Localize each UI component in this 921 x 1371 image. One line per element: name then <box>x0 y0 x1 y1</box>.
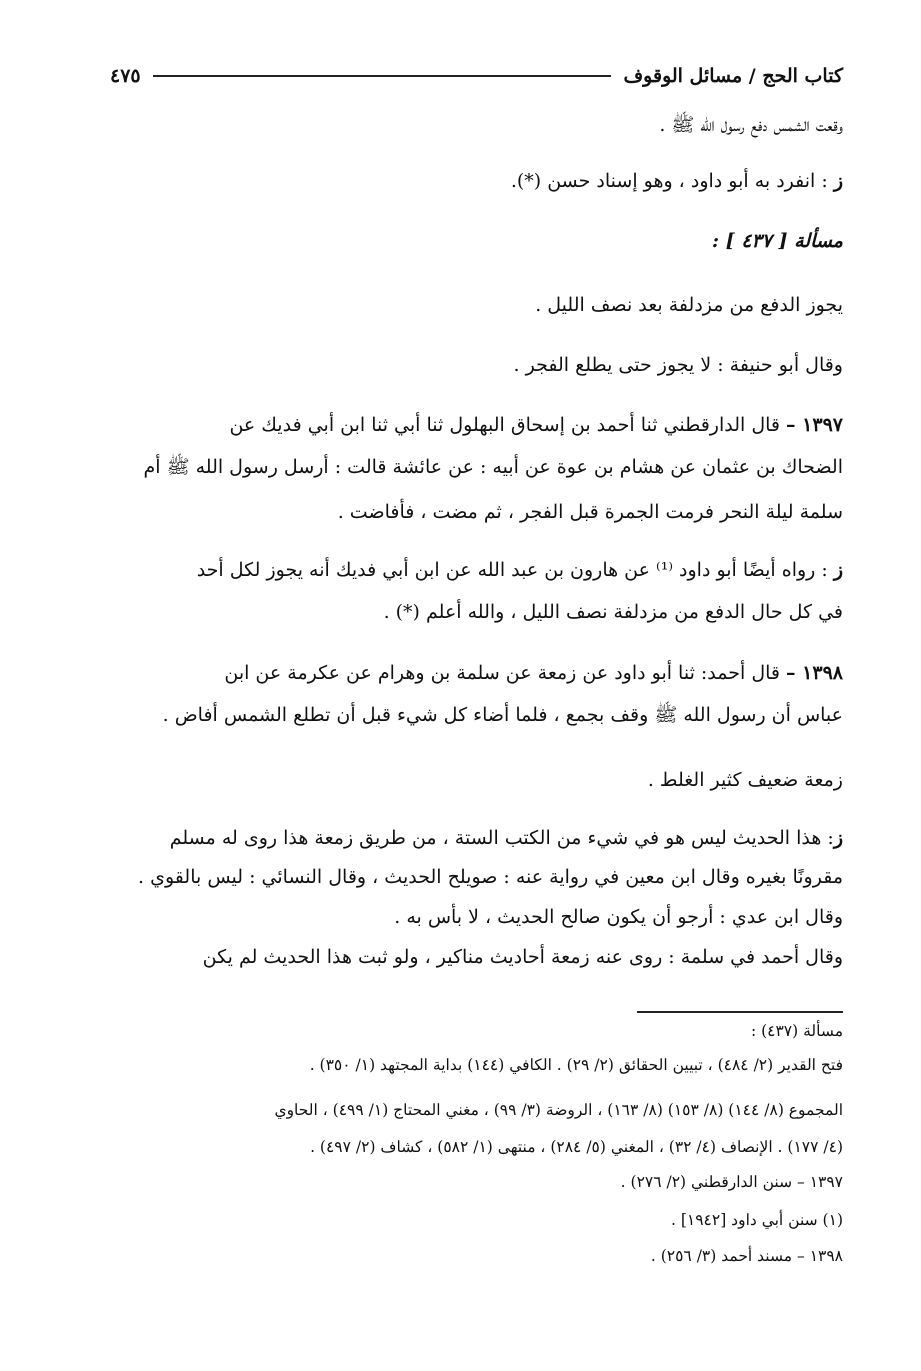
footnote-line: المجموع (٨/ ١٤٤) (٨/ ١٥٣) (٨/ ١٦٣) ، الروضة (٣/ ٩٩) ، مغني المحتاج (١/ ٤٩٩) ، الحاوي <box>274 1101 843 1119</box>
hadith-text: قال الدارقطني ثنا أحمد بن إسحاق البهلول ثنا أبي ثنا ابن أبي فديك عن <box>229 414 787 436</box>
zay-marker: ز <box>833 559 843 581</box>
footnote-line: ١٣٩٨ – مسند أحمد (٣/ ٢٥٦) . <box>650 1247 843 1265</box>
commentary-3-line-2: مقرونًا بغيره وقال ابن معين في رواية عنه : صويلح الحديث ، وقال النسائي : ليس بالقوي . <box>138 866 843 888</box>
commentary-2-line-2: في كل حال الدفع من مزدلفة نصف الليل ، والله أعلم (*) . <box>383 601 843 623</box>
hadith-1397-line-3: سلمة ليلة النحر فرمت الجمرة قبل الفجر ، ثم مضت ، فأفاضت . <box>337 501 843 523</box>
commentary-3-line-4: وقال أحمد في سلمة : روى عنه زمعة أحاديث مناكير ، ولو ثبت هذا الحديث لم يكن <box>202 946 843 968</box>
ruling-line: يجوز الدفع من مزدلفة بعد نصف الليل . <box>535 294 843 316</box>
zay-marker: ز <box>833 827 843 849</box>
hadith-number: ١٣٩٧ – <box>786 414 843 436</box>
hadith-1398-line-1 <box>110 658 843 688</box>
hadith-number: ١٣٩٨ – <box>786 662 843 684</box>
footnote-line: (٤/ ١٧٧) . الإنصاف (٤/ ٣٢) ، المغني (٥/ ٢٨٤) ، منتهى (١/ ٥٨٢) ، كشاف (٢/ ٤٩٧) . <box>310 1138 843 1156</box>
header-rule <box>153 75 612 77</box>
hadith-1397-line-2: الضحاك بن عثمان عن هشام بن عوة عن أبيه : عن عائشة قالت : أرسل رسول الله ﷺ أم <box>143 456 843 478</box>
commentary-text: : هذا الحديث ليس هو في شيء من الكتب الستة ، من طريق زمعة هذا روى له مسلم <box>169 827 834 849</box>
commentary-text: : رواه أيضًا أبو داود ⁽¹⁾ عن هارون بن عبد الله عن ابن أبي فديك أنه يجوز لكل أحد <box>196 559 834 581</box>
commentary-2-line-1 <box>110 555 843 585</box>
running-header <box>110 62 843 90</box>
commentary-3-line-1 <box>110 823 843 853</box>
hadith-1397-line-1 <box>110 410 843 440</box>
zay-marker: ز <box>833 170 843 192</box>
commentary-line <box>110 166 843 196</box>
footnote-line: ١٣٩٧ – سنن الدارقطني (٢/ ٢٧٦) . <box>620 1173 843 1191</box>
footnote-line: (١) سنن أبي داود [١٩٤٢] . <box>670 1211 843 1229</box>
chapter-title: كتاب الحج / مسائل الوقوف <box>623 65 843 87</box>
masala-heading: مسألة [ ٤٣٧ ] : <box>712 230 843 252</box>
footnote-separator <box>637 1011 843 1013</box>
page-number: ٤٧٥ <box>110 65 141 87</box>
footnote-line: فتح القدير (٢/ ٤٨٤) ، تبيين الحقائق (٢/ ٢٩) . الكافي (١٤٤) بداية المجتهد (١/ ٣٥٠) . <box>309 1056 843 1074</box>
hadith-text: قال أحمد: ثنا أبو داود عن زمعة عن سلمة بن وهرام عن عكرمة عن ابن <box>224 662 787 684</box>
opinion-line: وقال أبو حنيفة : لا يجوز حتى يطلع الفجر . <box>513 354 843 376</box>
footnote-line: مسألة (٤٣٧) : <box>750 1022 843 1040</box>
hadith-1398-line-2: عباس أن رسول الله ﷺ وقف بجمع ، فلما أضاء كل شيء قبل أن تطلع الشمس أفاض . <box>162 704 843 726</box>
commentary-text: : انفرد به أبو داود ، وهو إسناد حسن (*). <box>510 170 834 192</box>
commentary-3-line-3: وقال ابن عدي : أرجو أن يكون صالح الحديث ، لا بأس به . <box>394 906 843 928</box>
grading-line: زمعة ضعيف كثير الغلط . <box>647 769 843 791</box>
text-line: وقعت الشمس دفع رسول الله ﷺ . <box>659 114 843 136</box>
